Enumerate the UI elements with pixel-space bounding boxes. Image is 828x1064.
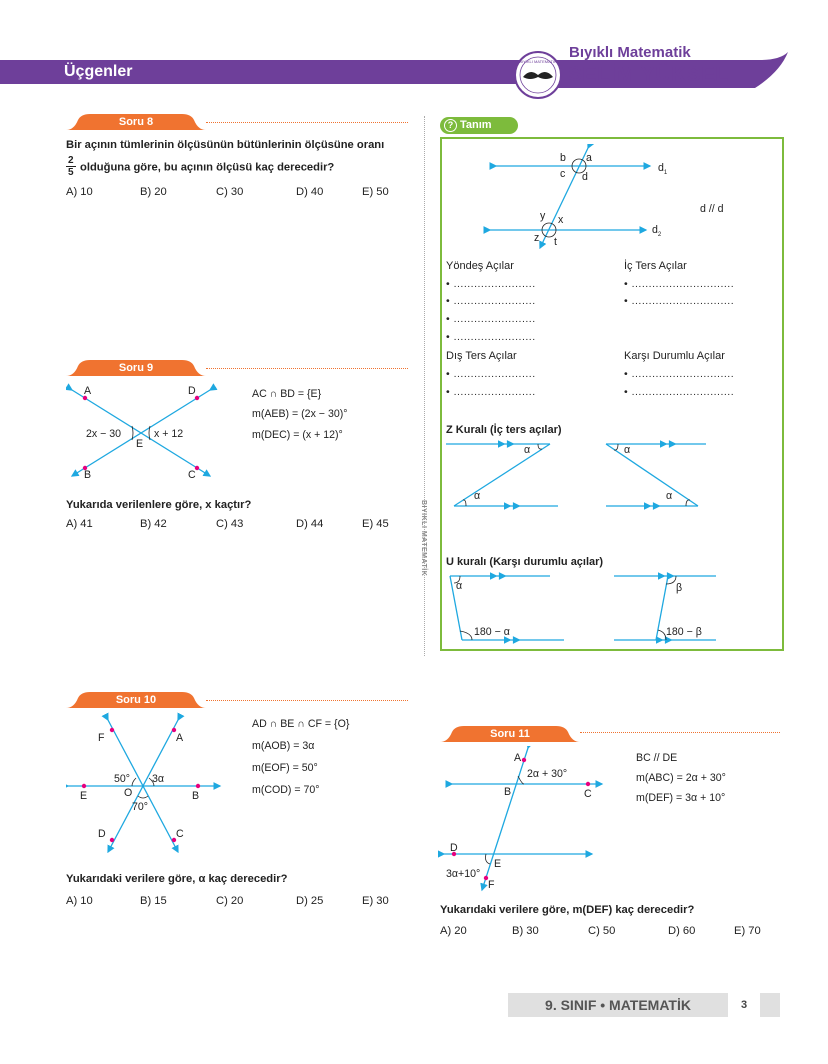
q9-dotline: [206, 368, 408, 369]
q8-option-c[interactable]: C) 30: [216, 186, 244, 198]
q9-option-e[interactable]: E) 45: [362, 518, 389, 530]
u-180-alpha: 180 − α: [474, 626, 510, 638]
q11-given-2: m(ABC) = 2α + 30°: [636, 772, 726, 784]
q9-option-d[interactable]: D) 44: [296, 518, 324, 530]
tanim-label-c: c: [560, 168, 566, 180]
q8-dotline: [206, 122, 408, 123]
u-180-beta: 180 − β: [666, 626, 702, 638]
z-alpha-3: α: [624, 444, 631, 456]
section-title: Üçgenler: [64, 63, 133, 80]
brand-tagline: Bıyıklı Matematik: [569, 44, 691, 61]
q10-given-4: m(COD) = 70°: [252, 784, 320, 796]
q8-line2-wrap: [66, 155, 334, 178]
u-beta: β: [676, 582, 683, 594]
q11-given-1: BC // DE: [636, 752, 678, 764]
q8-tab-label: Soru 8: [118, 116, 154, 128]
q10-label-c: C: [176, 828, 184, 840]
q9-tab-label: Soru 9: [118, 362, 154, 374]
q9-label-a: A: [84, 385, 92, 397]
q10-angle-3a: 3α: [152, 773, 165, 785]
q11-option-c[interactable]: C) 50: [588, 925, 616, 937]
q10-label-f: F: [98, 732, 105, 744]
q11-label-d: D: [450, 842, 458, 854]
tanim-label-y: y: [540, 210, 546, 222]
q10-question: Yukarıdaki verilere göre, α kaç derecedir?: [66, 873, 288, 885]
q11-given-3: m(DEF) = 3α + 10°: [636, 792, 726, 804]
question-circle-icon: ?: [444, 119, 457, 132]
u-rule-heading: U kuralı (Karşı durumlu açılar): [446, 556, 604, 568]
q10-given-2: m(AOB) = 3α: [252, 740, 315, 752]
q9-label-d: D: [188, 385, 196, 397]
ic-ters-blank-2[interactable]: • ..............................: [624, 295, 735, 307]
mustache-logo-icon: [513, 50, 563, 100]
q11-option-a[interactable]: A) 20: [440, 925, 467, 937]
q10-angle-50: 50°: [114, 773, 131, 785]
q9-angle-right: x + 12: [154, 428, 184, 440]
q10-label-d: D: [98, 828, 106, 840]
q11-option-b[interactable]: B) 30: [512, 925, 539, 937]
tanim-label-z: z: [534, 232, 540, 244]
tanim-tab: [440, 117, 518, 134]
q11-tab-label: Soru 11: [490, 728, 530, 740]
q11-option-e[interactable]: E) 70: [734, 925, 761, 937]
q8-line2: olduğuna göre, bu açının ölçüsü kaç derecedir?: [80, 161, 335, 174]
q9-label-e: E: [136, 438, 144, 450]
q8-line1: Bir açının tümlerinin ölçüsünün bütünlerinin ölçüsüne oranı: [66, 139, 385, 151]
z-rule-heading: Z Kuralı (İç ters açılar): [446, 424, 562, 436]
tanim-parallel-note: d // d: [700, 203, 724, 215]
q8-option-e[interactable]: E) 50: [362, 186, 389, 198]
q10-tab-label: Soru 10: [115, 694, 157, 706]
yondes-blank-3[interactable]: • ........................: [446, 313, 536, 325]
q11-question: Yukarıdaki verilere göre, m(DEF) kaç derecedir?: [440, 904, 695, 916]
q11-dotline: [580, 732, 780, 733]
q8-option-d[interactable]: D) 40: [296, 186, 324, 198]
q11-angle-top: 2α + 30°: [527, 768, 568, 780]
tanim-tab-label: Tanım: [460, 119, 492, 131]
q9-question: Yukarıda verilenlere göre, x kaçtır?: [66, 499, 252, 511]
q10-given-1: AD ∩ BE ∩ CF = {O}: [252, 718, 350, 730]
q10-option-e[interactable]: E) 30: [362, 895, 389, 907]
tanim-label-x: x: [558, 214, 564, 226]
yondes-heading: Yöndeş Açılar: [446, 260, 514, 272]
q9-option-a[interactable]: A) 41: [66, 518, 93, 530]
q9-label-c: C: [188, 469, 196, 481]
tanim-label-t: t: [554, 236, 557, 248]
q11-label-b: B: [504, 786, 512, 798]
q10-figure: [66, 712, 226, 862]
tanim-label-d: d: [582, 171, 588, 183]
brand-name: SELİM YÜKSEL: [568, 63, 729, 86]
q8-fraction: $\frac{2}{5}$: [68, 155, 74, 178]
z-alpha-1: α: [524, 444, 531, 456]
q10-option-a[interactable]: A) 10: [66, 895, 93, 907]
q10-label-o: O: [124, 787, 133, 799]
tanim-label-d2: $d_2$: [652, 224, 662, 239]
q9-option-c[interactable]: C) 43: [216, 518, 244, 530]
q10-label-e: E: [80, 790, 88, 802]
q9-angle-left: 2x − 30: [86, 428, 122, 440]
q9-given-2: m(AEB) = (2x − 30)°: [252, 408, 348, 420]
karsi-heading: Karşı Durumlu Açılar: [624, 350, 725, 362]
footer-label: 9. SINIF • MATEMATİK: [508, 993, 728, 1017]
q11-option-d[interactable]: D) 60: [668, 925, 696, 937]
q11-label-c: C: [584, 788, 592, 800]
q8-option-a[interactable]: A) 10: [66, 186, 93, 198]
side-brand: BIYIKLI MATEMATİK: [420, 500, 427, 577]
yondes-blank-2[interactable]: • ........................: [446, 295, 536, 307]
yondes-blank-4[interactable]: • ........................: [446, 331, 536, 343]
q8-option-b[interactable]: B) 20: [140, 186, 167, 198]
footer-tail: [760, 993, 780, 1017]
ic-ters-heading: İç Ters Açılar: [624, 260, 687, 272]
karsi-blank-2[interactable]: • ..............................: [624, 386, 735, 398]
q10-label-a: A: [176, 732, 184, 744]
z-alpha-2: α: [474, 490, 481, 502]
page-number: 3: [732, 993, 756, 1017]
ic-ters-blank-1[interactable]: • ..............................: [624, 278, 735, 290]
tanim-label-d1: $d_1$: [658, 162, 668, 177]
dis-ters-blank-1[interactable]: • ........................: [446, 368, 536, 380]
seal-text: BIYIKLI MATEMATİK: [519, 59, 557, 64]
dis-ters-heading: Dış Ters Açılar: [446, 350, 517, 362]
q11-angle-bottom: 3α+10°: [446, 868, 481, 880]
q11-label-a: A: [514, 752, 522, 764]
q10-dotline: [206, 700, 408, 701]
q10-given-3: m(EOF) = 50°: [252, 762, 318, 774]
q10-label-b: B: [192, 790, 200, 802]
u-alpha: α: [456, 580, 463, 592]
q10-option-c[interactable]: C) 20: [216, 895, 244, 907]
q9-option-b[interactable]: B) 42: [140, 518, 167, 530]
q11-label-e: E: [494, 858, 502, 870]
tanim-label-b: b: [560, 152, 566, 164]
q9-given-1: AC ∩ BD = {E}: [252, 388, 322, 400]
q10-option-b[interactable]: B) 15: [140, 895, 167, 907]
tanim-label-a: a: [586, 152, 592, 164]
z-alpha-4: α: [666, 490, 673, 502]
q9-given-3: m(DEC) = (x + 12)°: [252, 429, 343, 441]
parallel-lines-figure: [480, 144, 680, 254]
q11-label-f: F: [488, 879, 495, 891]
q10-option-d[interactable]: D) 25: [296, 895, 324, 907]
karsi-blank-1[interactable]: • ..............................: [624, 368, 735, 380]
z-rule-figure: [446, 440, 766, 512]
yondes-blank-1[interactable]: • ........................: [446, 278, 536, 290]
q9-label-b: B: [84, 469, 92, 481]
dis-ters-blank-2[interactable]: • ........................: [446, 386, 536, 398]
q10-angle-70: 70°: [132, 801, 149, 813]
